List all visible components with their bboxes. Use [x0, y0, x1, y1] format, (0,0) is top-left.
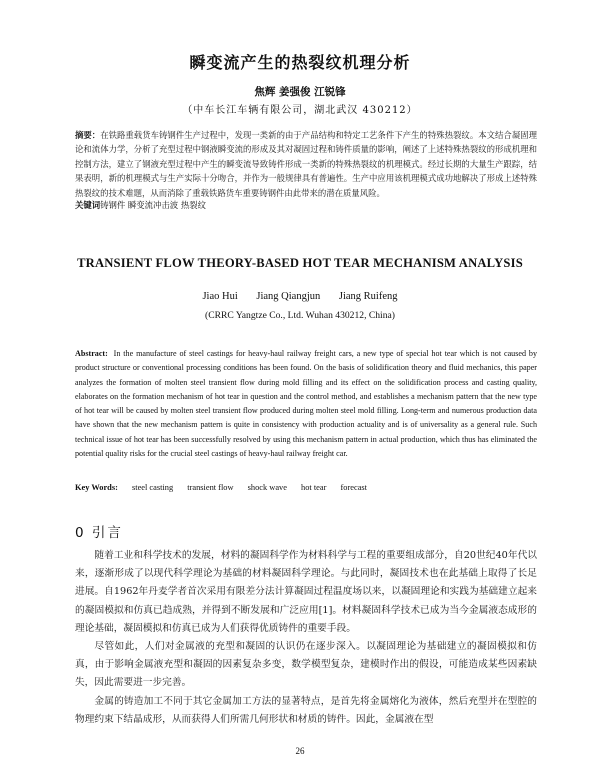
english-keywords: [75, 483, 537, 492]
english-abstract-label: Abstract:: [75, 349, 108, 358]
english-author: Jiang Ruifeng: [338, 291, 398, 302]
english-keyword: transient flow: [187, 483, 234, 492]
english-title: TRANSIENT FLOW THEORY-BASED HOT TEAR MECHANISM ANALYSIS: [77, 256, 523, 270]
page-number: 26: [295, 746, 305, 756]
chinese-keywords-text: 铸钢件 瞬变流冲击波 热裂纹: [100, 200, 206, 210]
english-keyword: hot tear: [301, 483, 327, 492]
body-paragraph: 金属的铸造加工不同于其它金属加工方法的显著特点，是首先将金属熔化为液体，然后充型并在型腔的物理约束下结晶成形，从而获得人们所需几何形状和材质的铸件。因此，金属液在型: [75, 695, 537, 725]
introduction-body: [75, 547, 537, 729]
chinese-authors: 焦辉 姜强俊 江锐锋: [254, 86, 346, 98]
english-authors: [0, 291, 600, 302]
english-keywords-label: Key Words:: [75, 483, 118, 492]
section-heading-introduction: 0 引言: [75, 525, 123, 541]
chinese-keywords-label: 关键词: [75, 200, 101, 210]
english-keyword: steel casting: [131, 483, 174, 492]
english-author: Jiao Hui: [202, 291, 238, 302]
body-paragraph: 随着工业和科学技术的发展，材料的凝固科学作为材料科学与工程的重要组成部分，自20世纪40年代以来，逐渐形成了以现代科学理论为基础的材料凝固科学理论。与此同时，凝固技术也在此基础上取得了长足进展。自1962年丹麦学者首次采用有限差分法计算凝固过程温度场以来，以凝固理论和实践为基础建立起来的凝固模拟和仿真已趋成熟，并得到不断发展和广泛应用[1]。材料凝固科学技术已成为当今金属液态成形的理论基础，凝固模拟和仿真已成为人们获得优质铸件的重要手段。: [75, 550, 537, 634]
chinese-keywords: [75, 199, 537, 212]
english-author: Jiang Qiangjun: [256, 291, 321, 302]
chinese-title: 瞬变流产生的热裂纹机理分析: [189, 53, 411, 72]
chinese-abstract-text: 在铁路重载货车铸钢件生产过程中，发现一类新的由于产品结构和特定工艺条件下产生的特殊热裂纹。本文结合凝固理论和流体力学，分析了充型过程中钢液瞬变流的形成及其对凝固过程和铸件质量的影响，阐述了上述特殊热裂纹的形成机理和控制方法，建立了钢液充型过程中产生的瞬变流导致铸件形成一类新的特殊热裂纹的机理模式。经过长期的大量生产跟踪，结果表明，新的机理模式与生产实际十分吻合，并作为一般规律具有普遍性。生产中应用该机理模式成功地解决了形成上述特殊热裂纹的技术难题，从而消除了重载铁路货车重要铸钢件由此带来的潜在质量风险。: [75, 130, 537, 198]
english-affiliation: (CRRC Yangtze Co., Ltd. Wuhan 430212, China): [205, 310, 395, 321]
english-keyword: shock wave: [247, 483, 287, 492]
body-paragraph: 尽管如此，人们对金属液的充型和凝固的认识仍在逐步深入。以凝固理论为基础建立的凝固模拟和仿真，由于影响金属液充型和凝固的因素复杂多变，数学模型复杂，建模时作出的假设，可能造成某些因素缺失，因此需要进一步完善。: [75, 641, 537, 689]
english-abstract: [75, 347, 537, 461]
chinese-affiliation: （中车长江车辆有限公司，湖北武汉 430212）: [182, 105, 418, 116]
english-keyword: forecast: [340, 483, 368, 492]
english-abstract-text: In the manufacture of steel castings for heavy-haul railway freight cars, a new type of special hot tear which is not caused by product structure or conventional processing conditions has been found. On the basis of solidification theory and fluid mechanics, this paper analyzes the formation of molten steel transient flow during mold filling and its effect on the solidification process and casting quality, elaborates on the formation mechanism of hot tear in question and the control method, and establishes a mechanism pattern that the new type of hot tear will be caused by molten steel transient flow produced during molten steel mold filling. Long-term and numerous production data have shown that the new mechanism pattern is quite in consistency with production actuality and is of universality as a general rule. Such technical issue of hot tear has been successfully resolved by using this mechanism pattern in actual production, which thus has eliminated the potential quality risks for the crucial steel castings of heavy-haul railway freight car.: [75, 349, 537, 459]
chinese-abstract-label: 摘要：: [75, 130, 101, 140]
chinese-abstract: [75, 128, 537, 200]
